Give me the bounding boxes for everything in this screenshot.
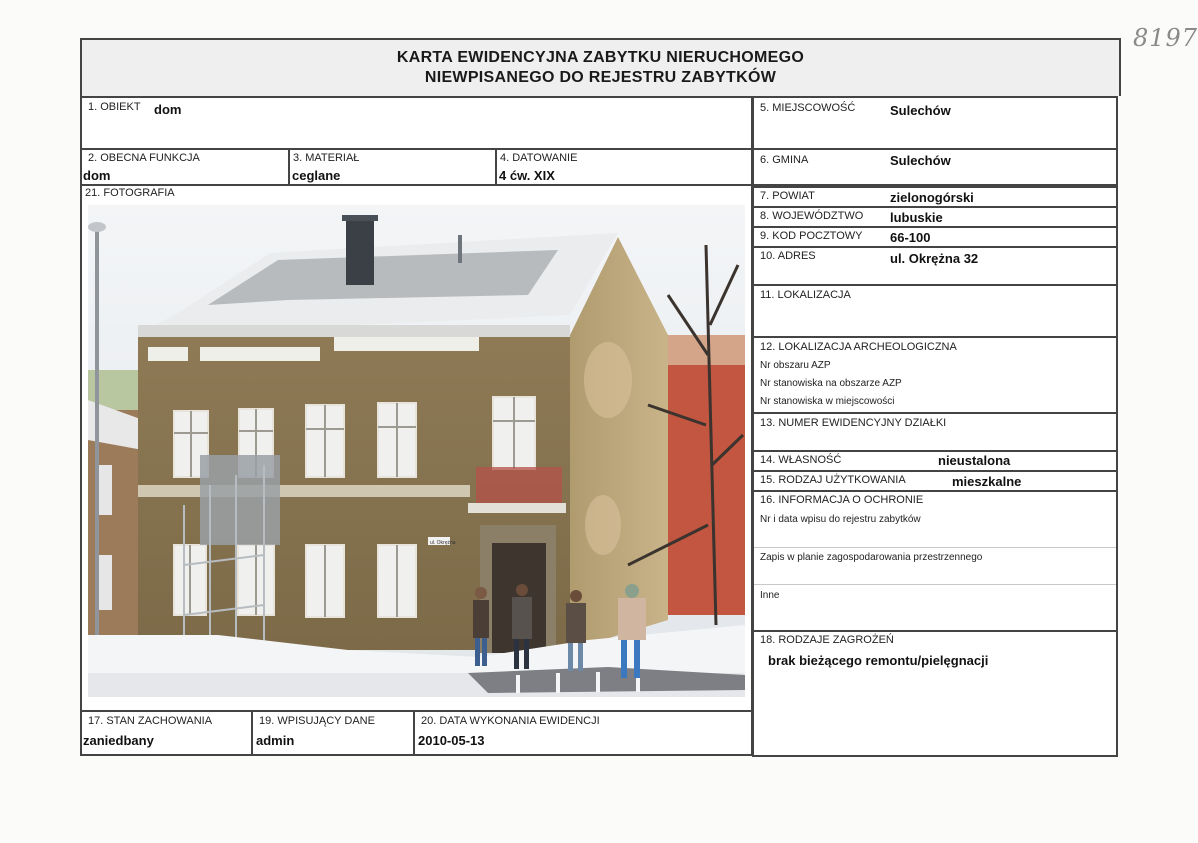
obiekt-label: 1. OBIEKT bbox=[88, 101, 141, 113]
wlasnosc-value: nieustalona bbox=[938, 453, 1011, 468]
obecna-funkcja-value: dom bbox=[83, 168, 111, 183]
stan-zachowania-field bbox=[80, 710, 253, 756]
gmina-label: 6. GMINA bbox=[760, 154, 809, 166]
powiat-value: zielonogórski bbox=[890, 190, 974, 205]
wojewodztwo-label: 8. WOJEWÓDZTWO bbox=[760, 210, 864, 222]
card-title-line2: NIEWPISANEGO DO REJESTRU ZABYTKÓW bbox=[424, 69, 777, 86]
lokalizacja-arch-label: 12. LOKALIZACJA ARCHEOLOGICZNA bbox=[760, 341, 957, 353]
inne-label: Inne bbox=[760, 590, 780, 601]
photo-street-sign: ul. Okrężna bbox=[430, 540, 456, 546]
adres-field bbox=[752, 246, 1118, 286]
obecna-funkcja-label: 2. OBECNA FUNKCJA bbox=[88, 152, 200, 164]
material-value: ceglane bbox=[292, 168, 341, 183]
zagrozenia-value: brak bieżącego remontu/pielęgnacji bbox=[768, 653, 989, 668]
lokalizacja-label: 11. LOKALIZACJA bbox=[760, 289, 851, 301]
wojewodztwo-field bbox=[752, 206, 1118, 228]
nr-obszaru-azp-label: Nr obszaru AZP bbox=[760, 360, 831, 371]
wlasnosc-label: 14. WŁASNOŚĆ bbox=[760, 454, 842, 466]
obiekt-field bbox=[80, 96, 753, 150]
numer-dzialki-label: 13. NUMER EWIDENCYJNY DZIAŁKI bbox=[760, 417, 947, 429]
miejscowosc-field bbox=[752, 96, 1118, 150]
datowanie-value: 4 ćw. XIX bbox=[499, 168, 555, 183]
zagrozenia-label: 18. RODZAJE ZAGROŻEŃ bbox=[760, 634, 894, 646]
handwritten-number: 8197 bbox=[1133, 24, 1198, 52]
data-wykonania-field bbox=[413, 710, 753, 756]
wpisujacy-value: admin bbox=[256, 733, 295, 748]
wpisujacy-label: 19. WPISUJĄCY DANE bbox=[259, 715, 375, 727]
plan-label: Zapis w planie zagospodarowania przestrzennego bbox=[760, 552, 983, 563]
stan-zachowania-label: 17. STAN ZACHOWANIA bbox=[88, 715, 213, 727]
adres-value: ul. Okrężna 32 bbox=[890, 251, 979, 266]
informacja-ochrona-field bbox=[752, 490, 1118, 632]
nr-stanowiska-miejscowosc-label: Nr stanowiska w miejscowości bbox=[760, 396, 895, 407]
divider bbox=[754, 584, 1116, 585]
wojewodztwo-value: lubuskie bbox=[890, 210, 943, 225]
obiekt-value: dom bbox=[154, 102, 182, 117]
powiat-field bbox=[752, 186, 1118, 208]
kod-pocztowy-value: 66-100 bbox=[890, 230, 931, 245]
kod-pocztowy-label: 9. KOD POCZTOWY bbox=[760, 230, 863, 242]
kod-pocztowy-field bbox=[752, 226, 1118, 248]
nr-stanowiska-obszar-label: Nr stanowiska na obszarze AZP bbox=[760, 378, 902, 389]
stan-zachowania-value: zaniedbany bbox=[83, 733, 154, 748]
card-title-line1: KARTA EWIDENCYJNA ZABYTKU NIERUCHOMEGO bbox=[396, 49, 805, 66]
gmina-value: Sulechów bbox=[890, 153, 951, 168]
card-title bbox=[80, 38, 1121, 96]
datowanie-label: 4. DATOWANIE bbox=[500, 152, 578, 164]
lokalizacja-field bbox=[752, 284, 1118, 338]
rodzaj-uzytkowania-label: 15. RODZAJ UŻYTKOWANIA bbox=[760, 474, 906, 486]
data-wykonania-value: 2010-05-13 bbox=[418, 733, 485, 748]
informacja-ochrona-label: 16. INFORMACJA O OCHRONIE bbox=[760, 494, 924, 506]
obecna-funkcja-field bbox=[80, 148, 290, 186]
wpisujacy-field bbox=[251, 710, 415, 756]
powiat-label: 7. POWIAT bbox=[760, 190, 815, 202]
data-wykonania-label: 20. DATA WYKONANIA EWIDENCJI bbox=[421, 715, 600, 727]
fotografia-label: 21. FOTOGRAFIA bbox=[85, 187, 175, 199]
building-photo bbox=[88, 205, 745, 697]
rodzaj-uzytkowania-value: mieszkalne bbox=[952, 474, 1022, 489]
divider bbox=[754, 547, 1116, 548]
zagrozenia-field bbox=[752, 630, 1118, 757]
miejscowosc-value: Sulechów bbox=[890, 103, 951, 118]
material-label: 3. MATERIAŁ bbox=[293, 152, 360, 164]
numer-dzialki-field bbox=[752, 412, 1118, 452]
rodzaj-uzytkowania-field bbox=[752, 470, 1118, 492]
gmina-field bbox=[752, 148, 1118, 186]
adres-label: 10. ADRES bbox=[760, 250, 816, 262]
lokalizacja-arch-field bbox=[752, 336, 1118, 414]
datowanie-field bbox=[495, 148, 753, 186]
miejscowosc-label: 5. MIEJSCOWOŚĆ bbox=[760, 102, 856, 114]
rejestr-label: Nr i data wpisu do rejestru zabytków bbox=[760, 514, 921, 525]
wlasnosc-field bbox=[752, 450, 1118, 472]
material-field bbox=[288, 148, 497, 186]
